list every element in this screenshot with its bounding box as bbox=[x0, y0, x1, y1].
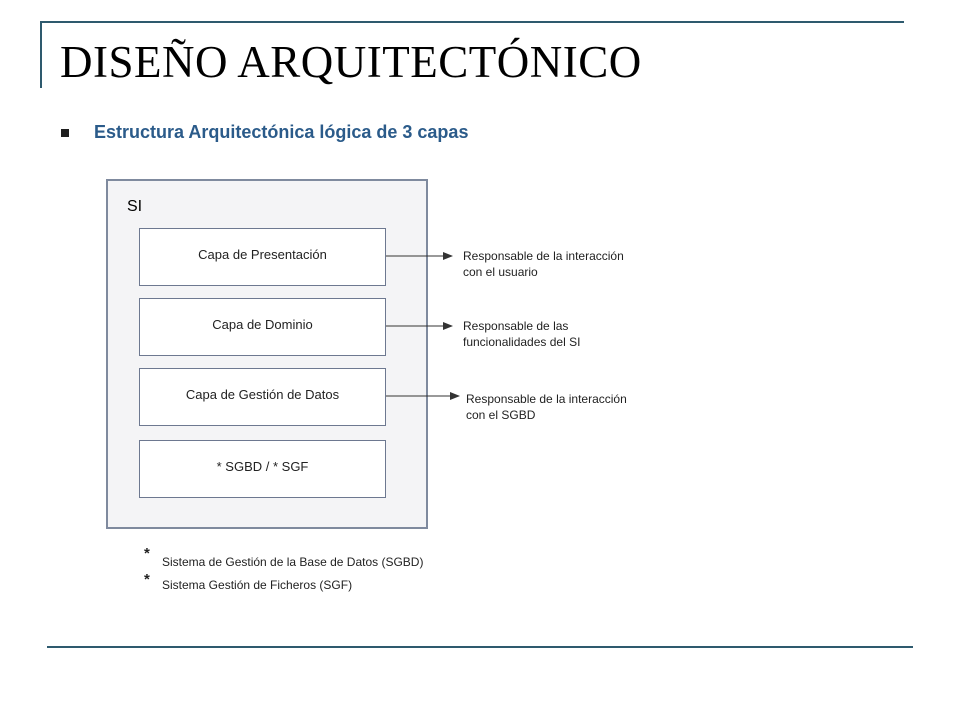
desc-data-management-line2: con el SGBD bbox=[466, 408, 536, 422]
layer-sgbd-sgf-label: * SGBD / * SGF bbox=[216, 458, 309, 474]
footnote-sgbd: Sistema de Gestión de la Base de Datos (SGBD) bbox=[162, 555, 424, 569]
desc-domain bbox=[463, 318, 580, 350]
desc-presentation bbox=[463, 248, 624, 280]
layer-domain-label: Capa de Dominio bbox=[212, 316, 313, 332]
desc-data-management-line1: Responsable de la interacción bbox=[466, 392, 627, 406]
layer-presentation-label: Capa de Presentación bbox=[198, 246, 327, 262]
desc-domain-line2: funcionalidades del SI bbox=[463, 335, 581, 349]
footnote-marker-1: * bbox=[144, 545, 150, 562]
slide-title: DISEÑO ARQUITECTÓNICO bbox=[60, 37, 642, 87]
footnote-marker-2: * bbox=[144, 571, 150, 588]
layer-data-management-label: Capa de Gestión de Datos bbox=[185, 386, 340, 402]
si-container-label: SI bbox=[127, 198, 143, 215]
desc-domain-line1: Responsable de las bbox=[463, 319, 569, 333]
desc-data-management bbox=[466, 391, 627, 423]
desc-presentation-line1: Responsable de la interacción bbox=[463, 249, 624, 263]
desc-presentation-line2: con el usuario bbox=[463, 265, 538, 279]
footnote-sgf: Sistema Gestión de Ficheros (SGF) bbox=[162, 578, 353, 592]
bottom-rule bbox=[47, 646, 913, 648]
slide-subtitle: Estructura Arquitectónica lógica de 3 capas bbox=[94, 122, 469, 142]
